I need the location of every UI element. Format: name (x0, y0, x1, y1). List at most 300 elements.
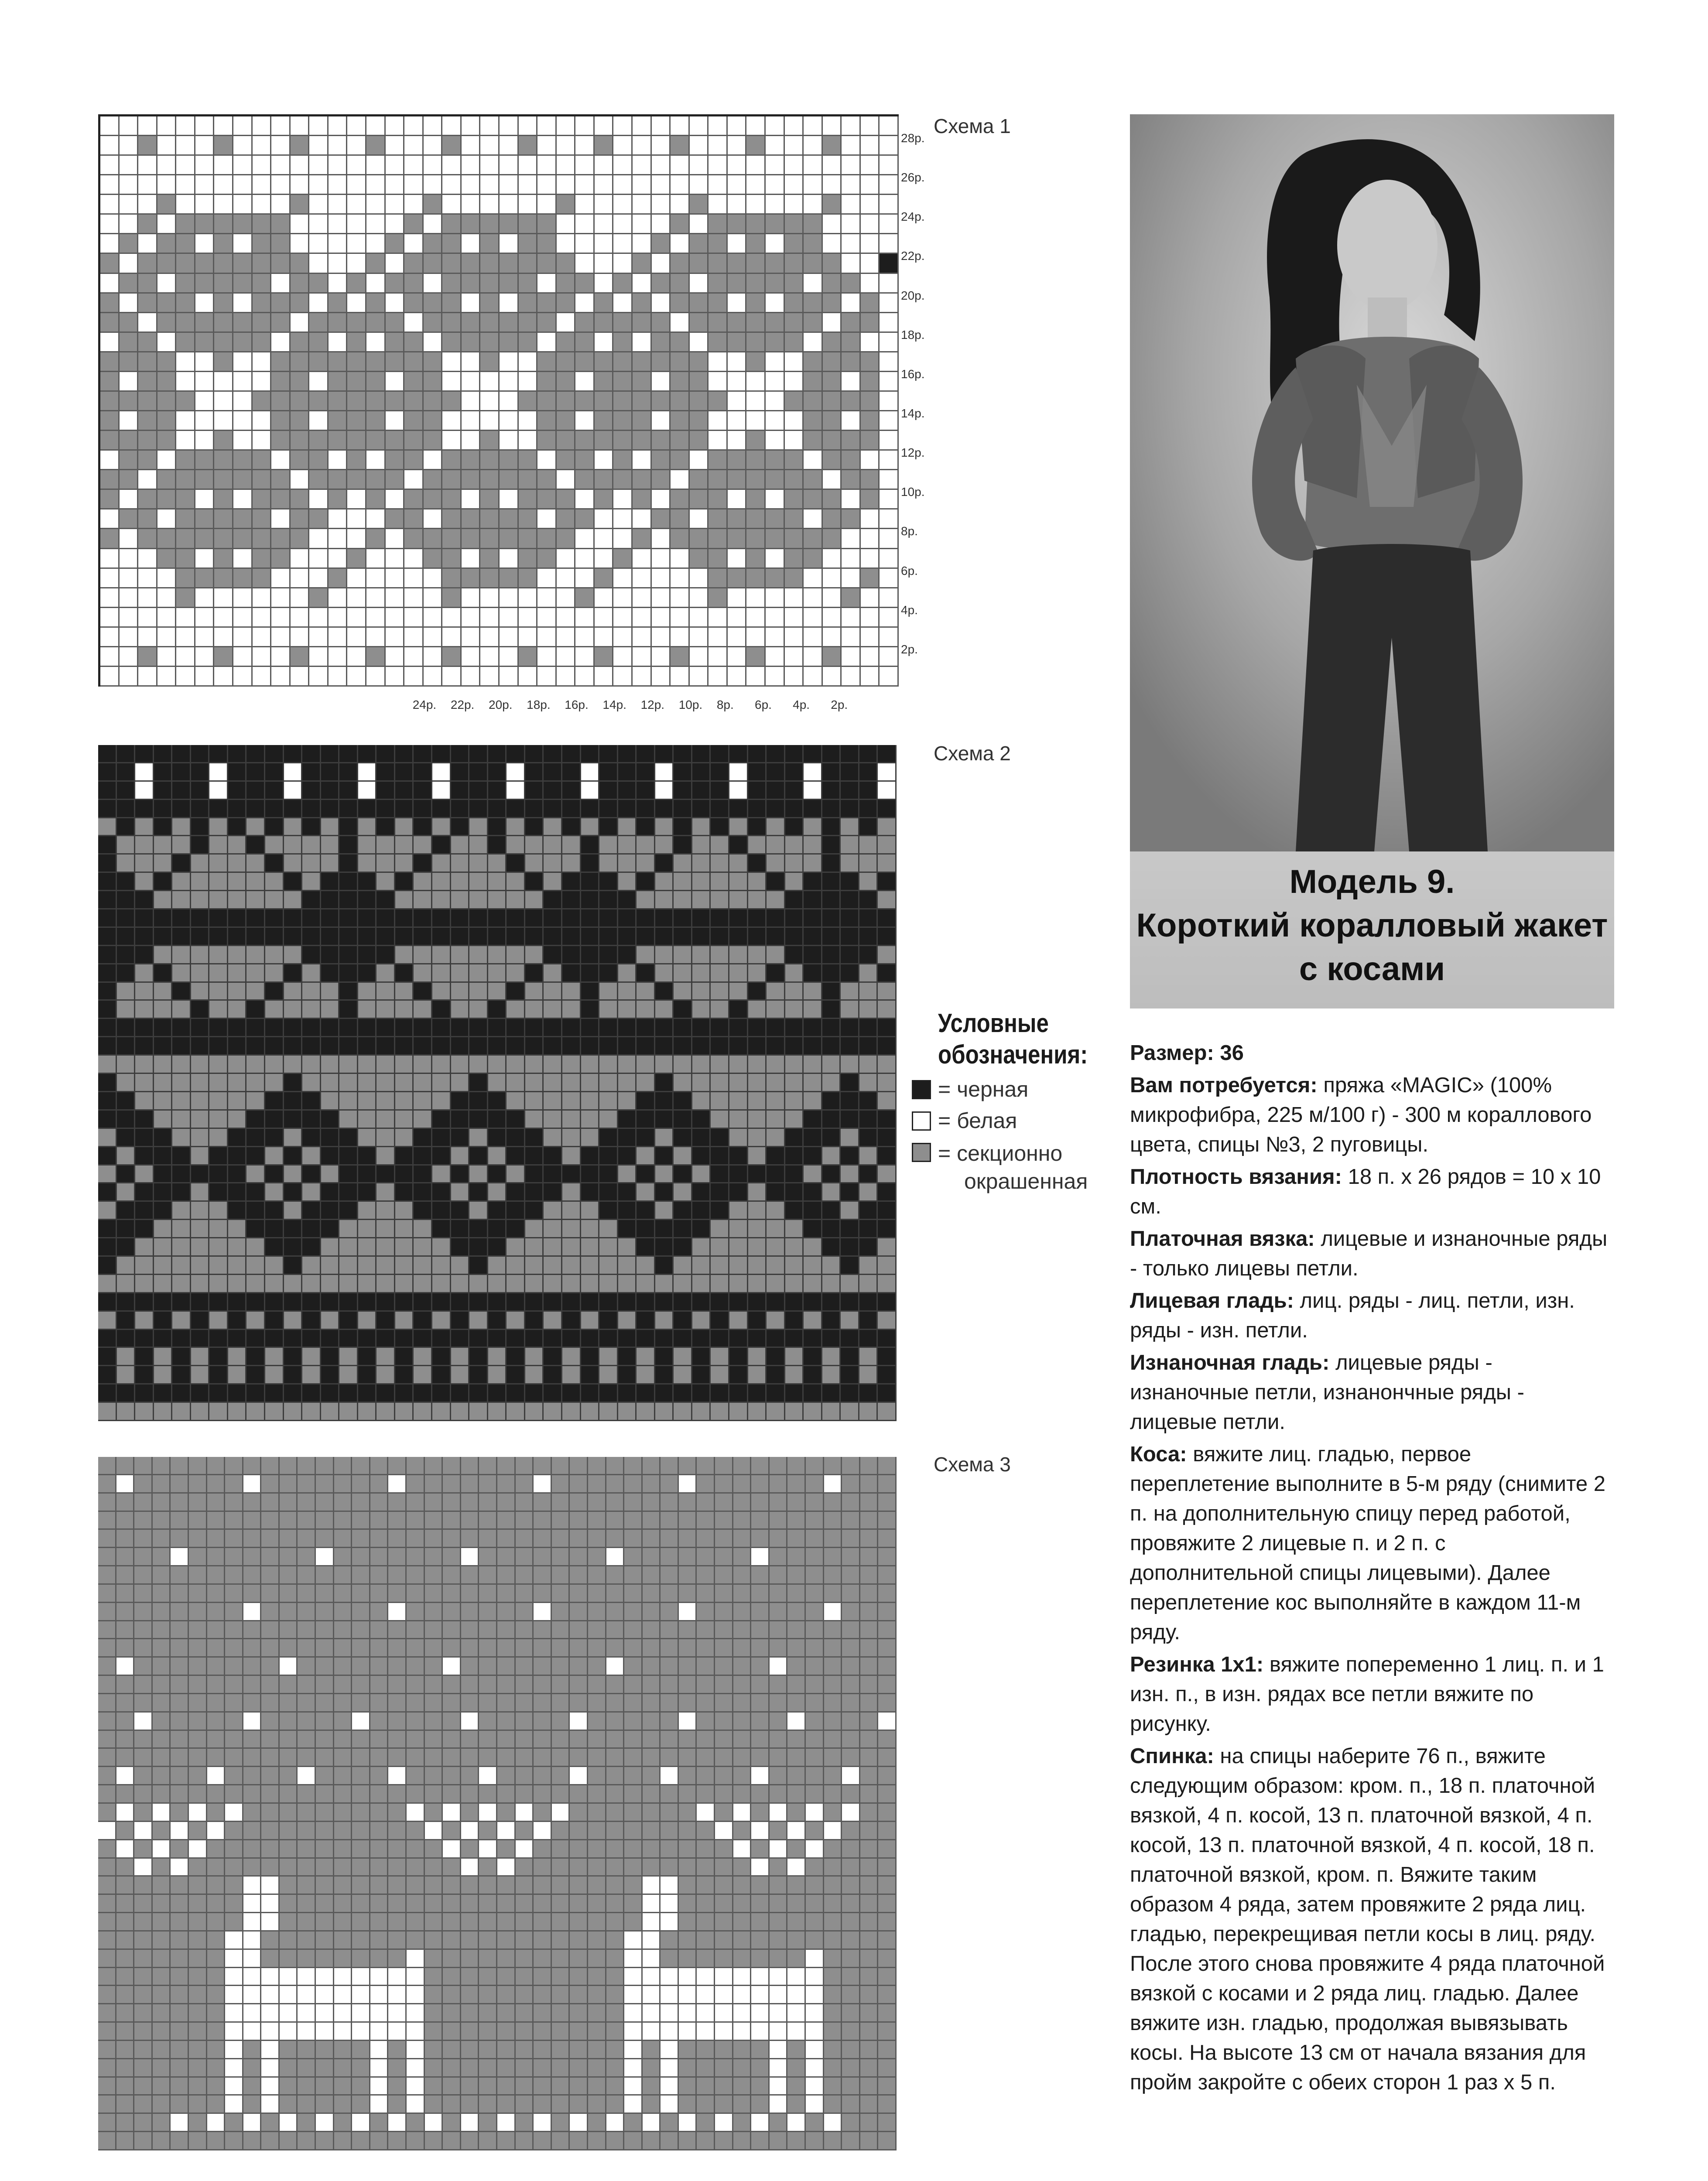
chart-cell (842, 1475, 860, 1494)
chart-cell (424, 569, 443, 588)
chart-cell (525, 1366, 544, 1384)
chart-cell (842, 116, 861, 136)
chart-cell (878, 1822, 897, 1840)
chart-cell (284, 1220, 303, 1238)
chart-cell (135, 1384, 154, 1403)
chart-cell (570, 1913, 588, 1931)
chart-cell (655, 1384, 674, 1403)
chart-cell (321, 1293, 340, 1312)
chart-cell (618, 909, 637, 928)
chart-cell (497, 1530, 516, 1548)
chart-cell (366, 667, 386, 687)
chart-cell (153, 1530, 171, 1548)
chart-cell (841, 1403, 859, 1421)
chart-cell (841, 1092, 859, 1111)
chart-cell (709, 195, 728, 215)
chart-cell (633, 372, 652, 392)
chart-cell (878, 1037, 897, 1056)
chart-cell (861, 451, 880, 470)
chart-cell (253, 274, 272, 294)
chart-cell (581, 818, 600, 837)
chart-cell (377, 1037, 395, 1056)
chart-cell (661, 1457, 679, 1475)
chart-cell (570, 1548, 588, 1566)
chart-cell (172, 1019, 191, 1037)
chart-cell (497, 1457, 516, 1475)
chart-cell (679, 1603, 697, 1621)
chart-cell (581, 855, 600, 873)
chart-cell (697, 2132, 715, 2150)
chart-cell (537, 175, 557, 195)
chart-cell (120, 313, 139, 333)
chart-cell (770, 1749, 788, 1767)
chart-cell (516, 2114, 534, 2132)
chart-cell (261, 1767, 280, 1785)
chart-cell (424, 333, 443, 352)
chart-cell (785, 1330, 804, 1348)
chart-cell (746, 175, 766, 195)
chart-cell (552, 1950, 570, 1968)
chart-cell (98, 836, 117, 855)
chart-cell (432, 1220, 451, 1238)
chart-cell (191, 1238, 210, 1257)
chart-cell (339, 1366, 358, 1384)
chart-cell (246, 946, 265, 964)
chart-cell (469, 763, 488, 782)
chart-cell (377, 800, 395, 818)
chart-cell (537, 470, 557, 490)
chart-cell (117, 1056, 136, 1074)
chart-cell (652, 667, 671, 687)
chart-cell (480, 411, 500, 431)
chart-cell (767, 1147, 785, 1166)
chart-cell (334, 1658, 353, 1676)
chart-cell (787, 1859, 806, 1877)
chart-cell (404, 451, 424, 470)
chart-cell (588, 1713, 606, 1731)
chart-cell (842, 234, 861, 254)
chart-cell (652, 509, 671, 529)
scheme-1-column-label: 8р. (716, 698, 734, 711)
chart-cell (233, 608, 253, 628)
chart-cell (309, 411, 329, 431)
chart-cell (842, 529, 861, 549)
chart-cell (171, 1639, 189, 1658)
chart-cell (469, 1220, 488, 1238)
chart-cell (488, 800, 507, 818)
chart-cell (733, 2132, 752, 2150)
chart-cell (366, 647, 386, 667)
chart-cell (284, 1129, 303, 1147)
chart-cell (544, 1147, 562, 1166)
chart-cell (544, 964, 562, 983)
chart-cell (516, 1585, 534, 1603)
chart-cell (655, 1348, 674, 1366)
chart-cell (225, 1713, 243, 1731)
chart-cell (770, 1913, 788, 1931)
chart-cell (599, 818, 618, 837)
chart-cell (861, 667, 880, 687)
chart-cell (751, 1475, 770, 1494)
chart-cell (804, 234, 823, 254)
chart-cell (189, 1713, 207, 1731)
chart-cell (751, 2004, 770, 2023)
chart-cell (157, 215, 177, 234)
chart-cell (347, 352, 366, 372)
stockinette-paragraph (1130, 1286, 1614, 1345)
chart-cell (624, 1457, 643, 1475)
chart-cell (860, 1494, 879, 1512)
chart-cell (339, 1074, 358, 1092)
scheme-1-row-label: 6р. (901, 564, 918, 578)
chart-cell (425, 1840, 443, 1859)
chart-cell (652, 136, 671, 156)
chart-cell (679, 1950, 697, 1968)
chart-cell (842, 569, 861, 588)
chart-cell (770, 1621, 788, 1640)
chart-cell (552, 1548, 570, 1566)
chart-cell (414, 1238, 432, 1257)
chart-cell (172, 1348, 191, 1366)
chart-cell (404, 372, 424, 392)
chart-cell (298, 1913, 316, 1931)
chart-cell (595, 392, 614, 411)
chart-cell (395, 1111, 414, 1129)
chart-cell (606, 1859, 625, 1877)
chart-cell (537, 549, 557, 569)
chart-cell (804, 1001, 822, 1019)
chart-cell (395, 1384, 414, 1403)
chart-cell (480, 451, 500, 470)
chart-cell (425, 1548, 443, 1566)
chart-cell (98, 745, 117, 763)
chart-cell (787, 2041, 806, 2059)
chart-cell (715, 1530, 733, 1548)
chart-cell (302, 1092, 321, 1111)
chart-cell (552, 1859, 570, 1877)
chart-cell (534, 1895, 552, 1913)
chart-cell (729, 1111, 748, 1129)
chart-cell (138, 333, 157, 352)
chart-cell (214, 667, 233, 687)
chart-cell (329, 569, 348, 588)
chart-cell (366, 372, 386, 392)
chart-cell (842, 1713, 860, 1731)
chart-cell (822, 1037, 841, 1056)
chart-cell (172, 818, 191, 837)
chart-cell (425, 1859, 443, 1877)
chart-cell (652, 156, 671, 175)
chart-cell (207, 2096, 226, 2114)
chart-cell (451, 964, 470, 983)
chart-cell (588, 1585, 606, 1603)
chart-cell (479, 1950, 497, 1968)
chart-cell (195, 234, 215, 254)
chart-cell (120, 490, 139, 509)
chart-cell (432, 1037, 451, 1056)
chart-cell (407, 1822, 425, 1840)
chart-cell (525, 1183, 544, 1202)
chart-cell (655, 1275, 674, 1293)
chart-cell (575, 549, 595, 569)
chart-cell (209, 946, 228, 964)
chart-cell (172, 782, 191, 800)
chart-cell (570, 1968, 588, 1986)
chart-cell (176, 451, 195, 470)
chart-cell (606, 2059, 625, 2078)
chart-cell (100, 313, 120, 333)
chart-cell (298, 1822, 316, 1840)
chart-cell (432, 1238, 451, 1257)
chart-cell (117, 909, 136, 928)
chart-cell (824, 1785, 842, 1804)
chart-cell (461, 1603, 479, 1621)
chart-cell (661, 1585, 679, 1603)
scheme-1-row-label: 26р. (901, 171, 925, 185)
chart-cell (462, 294, 481, 313)
chart-cell (709, 313, 728, 333)
chart-cell (265, 1202, 284, 1220)
chart-cell (191, 1202, 210, 1220)
chart-cell (302, 1348, 321, 1366)
chart-cell (462, 175, 481, 195)
caption-model-number: Модель 9. (1289, 863, 1455, 900)
chart-cell (860, 1877, 879, 1895)
chart-cell (316, 1931, 334, 1950)
chart-cell (117, 1403, 136, 1421)
chart-cell (787, 2059, 806, 2078)
chart-cell (207, 1859, 226, 1877)
chart-cell (488, 1074, 507, 1092)
chart-cell (655, 1111, 674, 1129)
chart-cell (207, 1731, 226, 1749)
chart-cell (271, 588, 291, 608)
chart-cell (488, 1220, 507, 1238)
chart-cell (154, 909, 173, 928)
chart-cell (189, 1822, 207, 1840)
chart-cell (321, 964, 340, 983)
chart-cell (358, 1384, 377, 1403)
chart-cell (537, 647, 557, 667)
chart-cell (822, 800, 841, 818)
chart-cell (633, 490, 652, 509)
chart-cell (386, 274, 405, 294)
chart-cell (138, 392, 157, 411)
chart-cell (442, 431, 462, 451)
chart-cell (690, 451, 709, 470)
chart-cell (692, 983, 711, 1001)
chart-cell (386, 431, 405, 451)
chart-cell (562, 964, 581, 983)
chart-cell (176, 136, 195, 156)
chart-cell (575, 608, 595, 628)
chart-cell (544, 1056, 562, 1074)
chart-cell (98, 1457, 116, 1475)
chart-cell (552, 1822, 570, 1840)
chart-cell (271, 234, 291, 254)
chart-cell (861, 569, 880, 588)
chart-cell (525, 800, 544, 818)
chart-cell (302, 763, 321, 782)
chart-cell (191, 964, 210, 983)
chart-cell (643, 1603, 661, 1621)
chart-cell (599, 1202, 618, 1220)
chart-cell (606, 1931, 625, 1950)
chart-cell (386, 451, 405, 470)
chart-cell (321, 946, 340, 964)
chart-cell (395, 1366, 414, 1384)
chart-cell (432, 891, 451, 909)
chart-cell (117, 1019, 136, 1037)
chart-cell (117, 964, 136, 983)
chart-cell (595, 195, 614, 215)
chart-cell (595, 352, 614, 372)
chart-cell (233, 195, 253, 215)
reverse-text: лицевые ряды - изнаночные петли, изнанончные ряды - лицевые петли. (1130, 1351, 1524, 1434)
chart-cell (751, 1785, 770, 1804)
chart-cell (480, 647, 500, 667)
chart-cell (225, 1566, 243, 1585)
chart-cell (806, 1713, 824, 1731)
chart-cell (246, 1384, 265, 1403)
chart-cell (534, 1512, 552, 1530)
chart-cell (209, 891, 228, 909)
chart-cell (120, 175, 139, 195)
chart-cell (599, 745, 618, 763)
chart-cell (414, 1166, 432, 1184)
chart-cell (570, 1603, 588, 1621)
chart-cell (271, 529, 291, 549)
chart-cell (767, 909, 785, 928)
chart-cell (253, 470, 272, 490)
chart-cell (728, 234, 747, 254)
scheme-1-row-label: 8р. (901, 524, 918, 538)
chart-cell (557, 509, 576, 529)
chart-cell (519, 313, 538, 333)
chart-cell (265, 1001, 284, 1019)
chart-cell (321, 1056, 340, 1074)
chart-cell (751, 1913, 770, 1931)
chart-cell (395, 964, 414, 983)
scheme-3-title: Схема 3 (934, 1453, 1011, 1476)
chart-cell (404, 608, 424, 628)
chart-cell (861, 490, 880, 509)
chart-cell (209, 1202, 228, 1220)
chart-cell (785, 608, 804, 628)
chart-cell (507, 763, 525, 782)
chart-cell (321, 1403, 340, 1421)
chart-cell (370, 1731, 389, 1749)
chart-cell (525, 946, 544, 964)
chart-cell (748, 818, 767, 837)
chart-cell (395, 946, 414, 964)
chart-cell (309, 372, 329, 392)
chart-cell (246, 1001, 265, 1019)
chart-cell (733, 1475, 752, 1494)
chart-cell (443, 1658, 461, 1676)
chart-cell (581, 873, 600, 891)
chart-cell (728, 215, 747, 234)
chart-cell (746, 333, 766, 352)
chart-cell (388, 1986, 407, 2004)
chart-cell (246, 745, 265, 763)
chart-cell (100, 411, 120, 431)
chart-cell (461, 2059, 479, 2078)
chart-cell (134, 1713, 153, 1731)
chart-cell (581, 1129, 600, 1147)
chart-cell (189, 1731, 207, 1749)
chart-cell (787, 1658, 806, 1676)
chart-cell (575, 509, 595, 529)
chart-cell (537, 274, 557, 294)
chart-cell (637, 1202, 655, 1220)
chart-cell (519, 195, 538, 215)
chart-cell (715, 1804, 733, 1822)
chart-cell (671, 136, 690, 156)
scheme-3-chart (98, 1457, 897, 2150)
chart-cell (135, 1366, 154, 1384)
chart-cell (643, 1931, 661, 1950)
chart-cell (366, 136, 386, 156)
chart-cell (652, 116, 671, 136)
chart-cell (544, 928, 562, 946)
chart-cell (358, 1056, 377, 1074)
chart-cell (652, 333, 671, 352)
chart-cell (228, 928, 247, 946)
chart-cell (766, 431, 785, 451)
chart-cell (544, 1238, 562, 1257)
chart-cell (214, 588, 233, 608)
chart-cell (189, 1676, 207, 1694)
chart-cell (469, 1348, 488, 1366)
chart-cell (770, 2059, 788, 2078)
chart-cell (534, 1822, 552, 1840)
chart-cell (804, 800, 822, 818)
chart-cell (613, 509, 633, 529)
chart-cell (728, 647, 747, 667)
chart-cell (207, 1475, 226, 1494)
chart-cell (525, 928, 544, 946)
chart-cell (860, 1566, 879, 1585)
chart-cell (209, 1257, 228, 1275)
chart-cell (339, 1348, 358, 1366)
chart-cell (785, 254, 804, 273)
chart-cell (581, 946, 600, 964)
chart-cell (189, 1895, 207, 1913)
chart-cell (253, 156, 272, 175)
chart-cell (709, 431, 728, 451)
chart-cell (534, 1968, 552, 1986)
chart-cell (243, 1621, 262, 1640)
chart-cell (265, 836, 284, 855)
chart-cell (581, 1147, 600, 1166)
chart-cell (860, 1785, 879, 1804)
chart-cell (366, 608, 386, 628)
chart-cell (98, 1129, 117, 1147)
chart-cell (861, 529, 880, 549)
chart-cell (329, 274, 348, 294)
scheme-1-row-label: 24р. (901, 210, 925, 224)
chart-cell (709, 647, 728, 667)
chart-cell (671, 156, 690, 175)
chart-cell (209, 1129, 228, 1147)
chart-cell (176, 234, 195, 254)
chart-cell (599, 855, 618, 873)
chart-cell (570, 2114, 588, 2132)
chart-cell (243, 1713, 262, 1731)
chart-cell (334, 1804, 353, 1822)
chart-cell (674, 800, 692, 818)
